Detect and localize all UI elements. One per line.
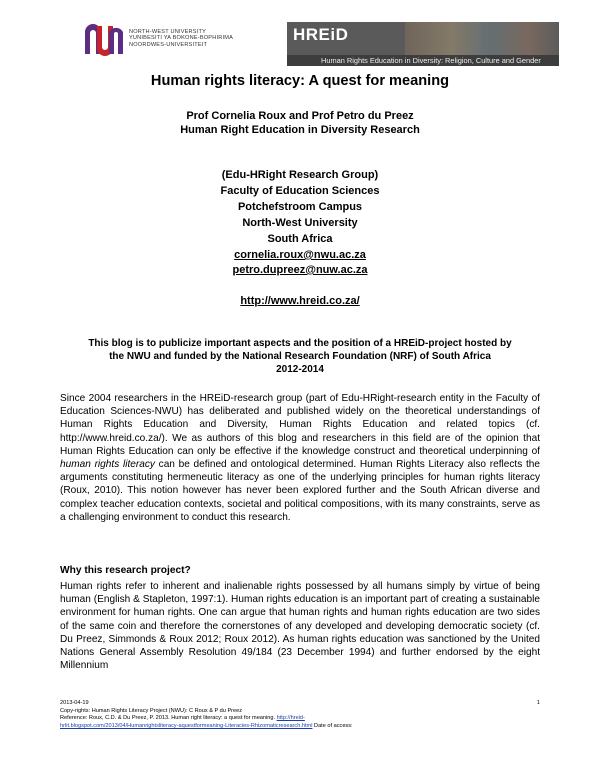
page-footer [60,700,540,730]
footer-date: 2013-04-19 [60,700,89,706]
date-of-access: Date of access: [312,722,353,729]
blog-notice-line: This blog is to publicize important aspects and the position of a HREiD-project hosted by [88,338,512,349]
footer-reference: Reference: Roux, C.D. & Du Preez, P. 2013. Human right literacy: a quest for meaning. http://hreid- [60,715,305,722]
email-link-dupreez[interactable]: petro.dupreez@nuw.ac.za [232,264,368,276]
intro-paragraph: Since 2004 researchers in the HREiD-research group (part of Edu-HRight-research entity in the Faculty of Education Sciences-NWU) has deliberated and published widely on the theoretical understandings of Human Rights Education and Diversity, Human Rights Education and related topics (cf. http://www.hreid.co.za/). We as authors of this blog and researchers in this field are of the opinion that Human Rights Education can only be effective if the knowledge construct and theoretical underpinning of human rights literacy can be defined and ontological determined. Human Rights Literacy also reflects the arguments constituting hermeneutic literacy as one of the underlying principles for human rights literacy (Roux, 2010). This notion however has never been explored further and the South African diverse and complex teacher education contexts, societal and political compositions, with its many constraints, serve as a challenging environment to conduct this research. [60,393,540,523]
hreid-tagline-bar [287,55,559,66]
blog-url-link[interactable]: http://hreid- [276,715,305,722]
section-heading: Why this research project? [60,565,191,576]
hreid-logo-text: HREiD [293,25,349,44]
research-group: (Edu-HRight Research Group) [221,169,379,181]
blog-notice-years: 2012-2014 [276,364,324,375]
nwu-name-english: NORTH-WEST UNIVERSITY [129,29,207,35]
university: North-West University [242,217,358,229]
hreid-tagline: Human Rights Education in Diversity: Religion, Culture and Gender [321,56,541,65]
country: South Africa [267,233,333,245]
document-title: Human rights literacy: A quest for meaning [150,73,450,89]
blog-url-link-continued[interactable]: hrlit.blogspot.com/2013/04/Humanrightsliteracy-aquestformeaning-Literacies-Rhizomaticresearch.html [60,722,313,729]
research-unit: Human Right Education in Diversity Research [180,124,420,136]
banner-photo-strip [405,22,559,55]
faculty: Faculty of Education Sciences [220,185,380,197]
website-link[interactable]: http://www.hreid.co.za/ [240,295,360,307]
nwu-logo [83,24,273,56]
nwu-name-afrikaans: NOORDWES-UNIVERSITEIT [129,41,208,48]
nwu-emblem-icon [83,24,125,56]
authors: Prof Cornelia Roux and Prof Petro du Preez [186,110,414,122]
blog-notice-line: the NWU and funded by the National Research Foundation (NRF) of South Africa [109,351,491,362]
page-number: 1 [536,700,540,706]
hreid-banner [287,22,559,66]
nwu-name-setswana: YUNIBESITI YA BOKONE-BOPHIRIMA [129,35,234,42]
campus: Potchefstroom Campus [237,201,363,213]
footer-copyright: Copy-rights: Human Rights Literacy Project (NWU): C Roux & P du Preez [60,707,243,714]
emphasis-term: human rights literacy [60,459,155,471]
blog-notice [60,337,540,376]
body-paragraph: Human rights refer to inherent and inalienable rights possessed by all humans simply by virtue of being human (English & Stapleton, 1997:1). Human rights education is an important part of creating a sustainable environment for human rights. One can argue that human rights and human rights education are two sides of the same coin and therefore the cornerstones of any developed and developing democratic society (cf. Du Preez, Simmonds & Roux 2012; Roux 2012). As human rights education was sanctioned by the United Nations General Assembly Resolution 49/184 (23 December 1994) and further endorsed by the eight Millennium [60,581,540,672]
email-link-roux[interactable]: cornelia.roux@nwu.ac.za [234,249,366,261]
